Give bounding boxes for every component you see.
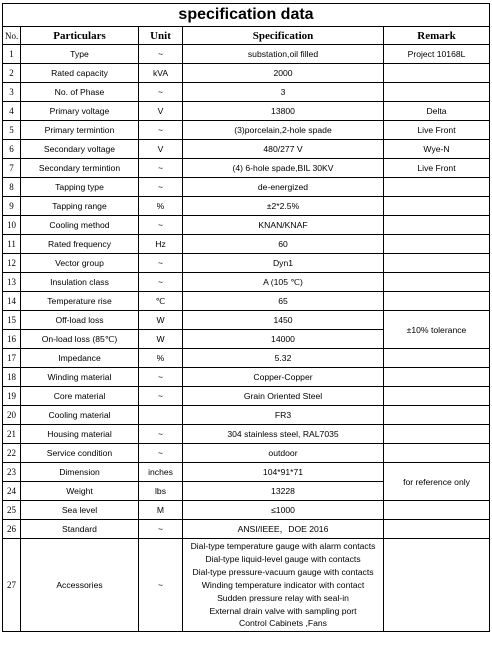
table-row [3,178,490,197]
row-unit: kVA [139,64,183,83]
row-specification: 304 stainless steel, RAL7035 [183,425,384,444]
row-unit: ~ [139,121,183,140]
row-particulars: Core material [21,387,139,406]
row-remark [384,178,490,197]
row-remark: Project 10168L [384,45,490,64]
table-row [3,501,490,520]
table-row [3,520,490,539]
row-no: 8 [3,178,21,197]
table-row [3,159,490,178]
row-unit: ~ [139,159,183,178]
row-no: 2 [3,64,21,83]
row-unit: ℃ [139,292,183,311]
row-particulars: Sea level [21,501,139,520]
accessories-list [183,539,384,632]
accessories-unit: ~ [139,539,183,632]
row-specification: KNAN/KNAF [183,216,384,235]
row-remark [384,197,490,216]
row-no: 18 [3,368,21,387]
accessory-item: External drain valve with sampling port [209,605,357,616]
table-row [3,463,490,482]
table-row [3,45,490,64]
row-specification: (3)porcelain,2-hole spade [183,121,384,140]
row-particulars: Type [21,45,139,64]
row-unit: ~ [139,368,183,387]
row-specification: 480/277 V [183,140,384,159]
row-unit: ~ [139,387,183,406]
row-specification: ±2*2.5% [183,197,384,216]
row-specification: 60 [183,235,384,254]
accessories-row [3,539,490,632]
table-row [3,406,490,425]
row-no: 6 [3,140,21,159]
table-row [3,102,490,121]
row-specification: substation,oil filled [183,45,384,64]
row-unit: W [139,311,183,330]
row-particulars: Insulation class [21,273,139,292]
row-no: 7 [3,159,21,178]
row-unit: lbs [139,482,183,501]
row-particulars: Standard [21,520,139,539]
row-specification: 13800 [183,102,384,121]
row-particulars: Temperature rise [21,292,139,311]
row-specification: 65 [183,292,384,311]
row-no: 26 [3,520,21,539]
row-no: 9 [3,197,21,216]
row-unit: V [139,102,183,121]
row-remark [384,368,490,387]
row-specification: ≤1000 [183,501,384,520]
row-specification: de-energized [183,178,384,197]
row-unit: V [139,140,183,159]
row-particulars: Secondary voltage [21,140,139,159]
row-no: 13 [3,273,21,292]
row-particulars: Secondary termintion [21,159,139,178]
row-unit: % [139,197,183,216]
accessory-item: Dial-type liquid-level gauge with contacts [205,553,361,564]
row-remark [384,425,490,444]
header-remark: Remark [384,27,490,45]
table-row [3,64,490,83]
row-no: 20 [3,406,21,425]
row-no: 14 [3,292,21,311]
row-specification: Copper-Copper [183,368,384,387]
row-specification: Grain Oriented Steel [183,387,384,406]
row-particulars: Rated frequency [21,235,139,254]
row-unit: Hz [139,235,183,254]
accessory-item: Winding temperature indicator with contact [201,579,365,590]
row-remark [384,235,490,254]
row-unit: inches [139,463,183,482]
table-row [3,444,490,463]
row-particulars: Impedance [21,349,139,368]
remark-loss-tolerance: ±10% tolerance [384,311,490,349]
row-remark: Wye-N [384,140,490,159]
row-particulars: Dimension [21,463,139,482]
row-no: 23 [3,463,21,482]
row-specification: FR3 [183,406,384,425]
table-row [3,216,490,235]
row-specification: 13228 [183,482,384,501]
row-no: 1 [3,45,21,64]
row-unit: ~ [139,444,183,463]
accessory-item: Control Cabinets ,Fans [239,618,327,629]
row-specification: Dyn1 [183,254,384,273]
header-specification: Specification [183,27,384,45]
row-unit: ~ [139,520,183,539]
table-row [3,235,490,254]
row-remark [384,520,490,539]
table-row [3,311,490,330]
row-no: 5 [3,121,21,140]
row-specification: ANSI/IEEE，DOE 2016 [183,520,384,539]
row-no: 22 [3,444,21,463]
table-row [3,83,490,102]
row-remark: Delta [384,102,490,121]
row-remark [384,273,490,292]
table-title: specification data [3,4,490,27]
row-no: 12 [3,254,21,273]
row-no: 19 [3,387,21,406]
row-remark [384,83,490,102]
row-remark [384,64,490,83]
row-unit: W [139,330,183,349]
header-no: No. [3,27,21,45]
row-remark [384,444,490,463]
row-particulars: No. of Phase [21,83,139,102]
row-particulars: Rated capacity [21,64,139,83]
row-no: 25 [3,501,21,520]
row-particulars: Cooling method [21,216,139,235]
row-unit: ~ [139,216,183,235]
row-unit: ~ [139,45,183,64]
header-unit: Unit [139,27,183,45]
row-particulars: On-load loss (85℃) [21,330,139,349]
accessories-no: 27 [3,539,21,632]
row-remark: Live Front [384,159,490,178]
accessory-item: Dial-type temperature gauge with alarm contacts [190,541,376,551]
row-specification: 104*91*71 [183,463,384,482]
row-no: 21 [3,425,21,444]
table-row [3,140,490,159]
row-unit: M [139,501,183,520]
row-unit [139,406,183,425]
row-specification: 14000 [183,330,384,349]
header-row [3,27,490,45]
row-specification: outdoor [183,444,384,463]
row-particulars: Cooling material [21,406,139,425]
table-row [3,387,490,406]
row-unit: ~ [139,273,183,292]
row-particulars: Tapping type [21,178,139,197]
row-remark [384,349,490,368]
table-body [3,45,490,632]
accessory-item: Dial-type pressure-vacuum gauge with contacts [192,566,374,577]
row-specification: 2000 [183,64,384,83]
table-row [3,292,490,311]
row-unit: % [139,349,183,368]
row-no: 10 [3,216,21,235]
row-particulars: Housing material [21,425,139,444]
row-remark [384,216,490,235]
row-unit: ~ [139,178,183,197]
spec-sheet [2,3,489,632]
row-unit: ~ [139,425,183,444]
table-row [3,425,490,444]
header-particulars: Particulars [21,27,139,45]
row-remark: Live Front [384,121,490,140]
table-row [3,349,490,368]
row-specification: 3 [183,83,384,102]
row-specification: 5.32 [183,349,384,368]
row-particulars: Weight [21,482,139,501]
row-particulars: Primary termintion [21,121,139,140]
row-unit: ~ [139,83,183,102]
remark-dimension-weight: for reference only [384,463,490,501]
spec-table [2,3,490,632]
row-specification: A (105 ℃) [183,273,384,292]
row-remark [384,406,490,425]
row-particulars: Service condition [21,444,139,463]
row-no: 15 [3,311,21,330]
row-no: 11 [3,235,21,254]
row-no: 16 [3,330,21,349]
row-particulars: Primary voltage [21,102,139,121]
row-remark [384,387,490,406]
row-specification: (4) 6-hole spade,BIL 30KV [183,159,384,178]
row-particulars: Tapping range [21,197,139,216]
row-remark [384,254,490,273]
accessories-particulars: Accessories [21,539,139,632]
table-row [3,254,490,273]
table-row [3,368,490,387]
accessories-remark [384,539,490,632]
row-specification: 1450 [183,311,384,330]
row-particulars: Off-load loss [21,311,139,330]
row-remark [384,292,490,311]
table-row [3,121,490,140]
row-unit: ~ [139,254,183,273]
row-particulars: Winding material [21,368,139,387]
row-no: 17 [3,349,21,368]
table-row [3,273,490,292]
row-no: 24 [3,482,21,501]
accessory-item: Sudden pressure relay with seal-in [217,592,349,603]
row-no: 3 [3,83,21,102]
table-row [3,197,490,216]
row-particulars: Vector group [21,254,139,273]
row-remark [384,501,490,520]
row-no: 4 [3,102,21,121]
